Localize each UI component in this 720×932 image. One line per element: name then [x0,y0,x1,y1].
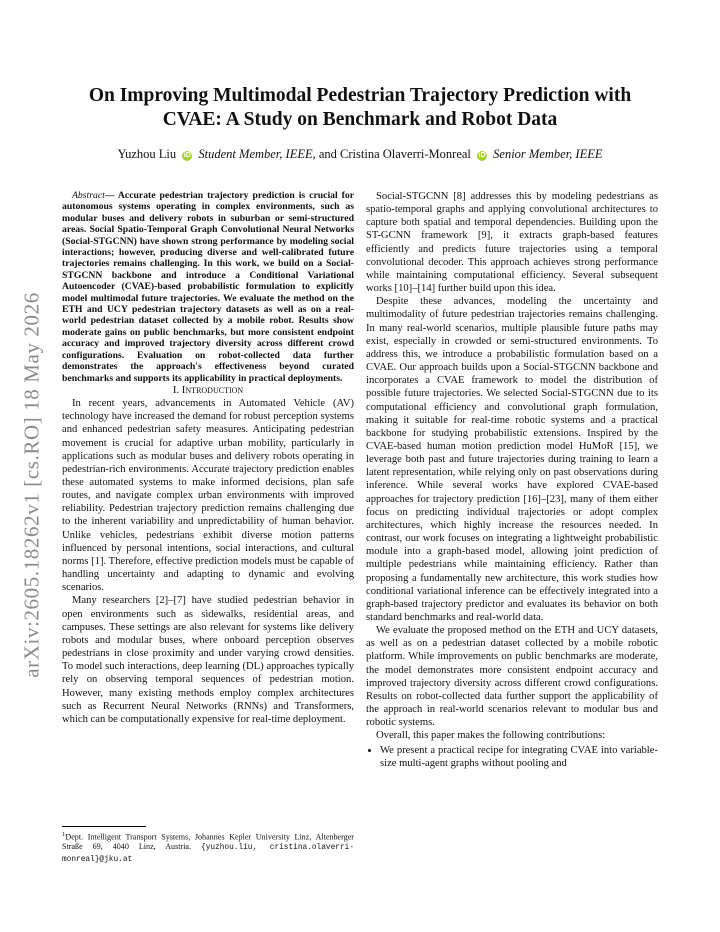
arxiv-stamp-text: arXiv:2605.18262v1 [cs.RO] 18 May 2026 [19,292,44,678]
orcid-icon[interactable]: iD [478,152,486,159]
footnote-emails[interactable]: {yuzhou.liu, cristina.olaverri-monreal}@jku.at [62,844,354,864]
abstract [62,190,354,384]
author-separator: , and [312,147,337,161]
body-paragraph: Despite these advances, modeling the uncertainty and multimodality of future pedestrian trajectories remains challenging. In many real-world scenarios, multiple plausible future paths may exist, especially in crowded or semi-structured environments. To address this, we introduce a probabilistic formulation based on a CVAE. Our approach builds upon a Social-STGCNN backbone and incorporates a CVAE framework to model the distribution of possible future trajectories. We selected Social-STGCNN due to its computational efficiency and convolutional graph formulation, making it suitable for real-time robotic systems and a practical backbone for studying probabilistic extensions. Inspired by the CVAE-based human motion prediction model HuMoR [15], we leverage both past and future trajectories during training to learn a latent representation, while relying only on past observations during inference. While several works have explored CVAE-based approaches for trajectory prediction [16]–[23], many of them either focus on predicting individual trajectories or adopt complex architectures, which highly increase the resources needed. In contrast, our work focuses on integrating a lightweight probabilistic module into a graph-based model, allowing joint prediction of multiple pedestrians while maintaining efficiency. Rather than proposing a fundamentally new architecture, this work studies how conditional variational inference can be effectively integrated into a graph-based trajectory predictor and evaluates its behavior on both standard benchmarks and real-world data. [366,296,658,623]
author-role: Senior Member, IEEE [493,147,603,161]
author-name: Yuzhou Liu [117,147,177,161]
footnote-text: Dept. Intelligent Transport Systems, Johannes Kepler University Linz, Altenberger Straße 69, 4040 Linz, Austria. [62,832,354,852]
footnote-marker: 1 [62,831,66,838]
left-column [62,190,354,726]
section-heading: I. Introduction [172,383,244,396]
body-paragraph: Social-STGCNN [8] addresses this by modeling pedestrians as spatio-temporal graphs and applying convolutional architectures to capture both spatial and temporal dependencies. Building upon the ST-GCNN framework [9], it extracts graph-based features efficiently and predicts future trajectories using a temporal convolutional decoder. This approach achieves strong performance while maintaining computational efficiency. Several subsequent works [10]–[14] further build upon this idea. [366,191,658,295]
affiliation-footnote [62,830,354,865]
title-line-2: CVAE: A Study on Benchmark and Robot Data [162,109,558,130]
footnote-divider [62,826,146,827]
arxiv-stamp [0,250,64,720]
contribution-item: • We present a practical recipe for integrating CVAE into variable-size multi-agent graphs without pooling and [380,744,658,770]
title-line-1: On Improving Multimodal Pedestrian Trajectory Prediction with [88,85,632,106]
abstract-text: — Accurate pedestrian trajectory prediction is crucial for autonomous systems operating in complex environments, such as modular buses and delivery robots in suburban or semi-structured areas. Social Spatio-Temporal Graph Convolutional Neural Networks (Social-STGCNN) have shown strong performance by modeling social interactions; however, producing diverse and well-calibrated future trajectories remains challenging. In this work, we build on a Social-STGCNN backbone and introduce a Conditional Variational Autoencoder (CVAE)-based probabilistic formulation to explicitly model multimodal future trajectories. We evaluate the method on the ETH and UCY pedestrian trajectory datasets as well as on a real-world pedestrian dataset collected by a mobile robot. Results show moderate gains on public benchmarks, but more consistent endpoint accuracy and improved trajectory diversity across different crowd configurations. Evaluation on robot-collected data further demonstrates the approach's effectiveness beyond curated benchmarks and supports its applicability in practical deployments. [62,190,354,384]
author-name: Cristina Olaverri-Monreal [340,147,471,161]
intro-paragraph: In recent years, advancements in Automated Vehicle (AV) technology have increased the demand for robust perception systems and enhanced pedestrian safety measures. Anticipating pedestrian movement is crucial for adaptive urban mobility, particularly in applications such as modular buses and delivery robots operating in pedestrian-rich environments. Accurate trajectory prediction enables these automated systems to make informed decisions, plan safe routes, and navigate complex urban environments with improved reliability. Pedestrian trajectory prediction remains challenging due to the inherent variability and unpredictability of human behavior. Unlike vehicles, pedestrians exhibit diverse motion patterns influenced by personal intentions, social interactions, and cultural norms [1]. Therefore, effective prediction models must be capable of handling uncertainty and adapting to dynamic and evolving scenarios. [62,398,354,594]
body-paragraph: We evaluate the proposed method on the ETH and UCY datasets, as well as on a pedestrian dataset collected by a mobile robotic platform. While improvements on public benchmarks are moderate, the model demonstrates more consistent endpoint accuracy and improved trajectory diversity across different crowd configurations. Results on robot-collected data further support the applicability of the approach in real-world scenarios relevant to modular bus and robotic systems. [366,625,658,729]
body-paragraph: Overall, this paper makes the following contributions: [376,730,606,742]
author-role: Student Member, IEEE [198,147,313,161]
orcid-icon[interactable]: iD [183,152,191,159]
right-column [366,190,658,770]
paper-title [70,84,650,132]
contribution-list [366,744,658,770]
abstract-label: Abstract [72,190,105,201]
author-line [70,146,650,162]
intro-paragraph: Many researchers [2]–[7] have studied pedestrian behavior in open environments such as sidewalks, residential areas, and campuses. These settings are also relevant for systems like delivery robots and modular buses, where onboard perception observes pedestrians in close proximity and under varying crowd densities. To model such interactions, deep learning (DL) approaches typically rely on observing temporal sequences of pedestrian motion. However, many existing methods employ complex architectures such as Recurrent Neural Networks (RNNs) and Transformers, which can be computationally expensive for real-time deployment. [62,595,354,725]
